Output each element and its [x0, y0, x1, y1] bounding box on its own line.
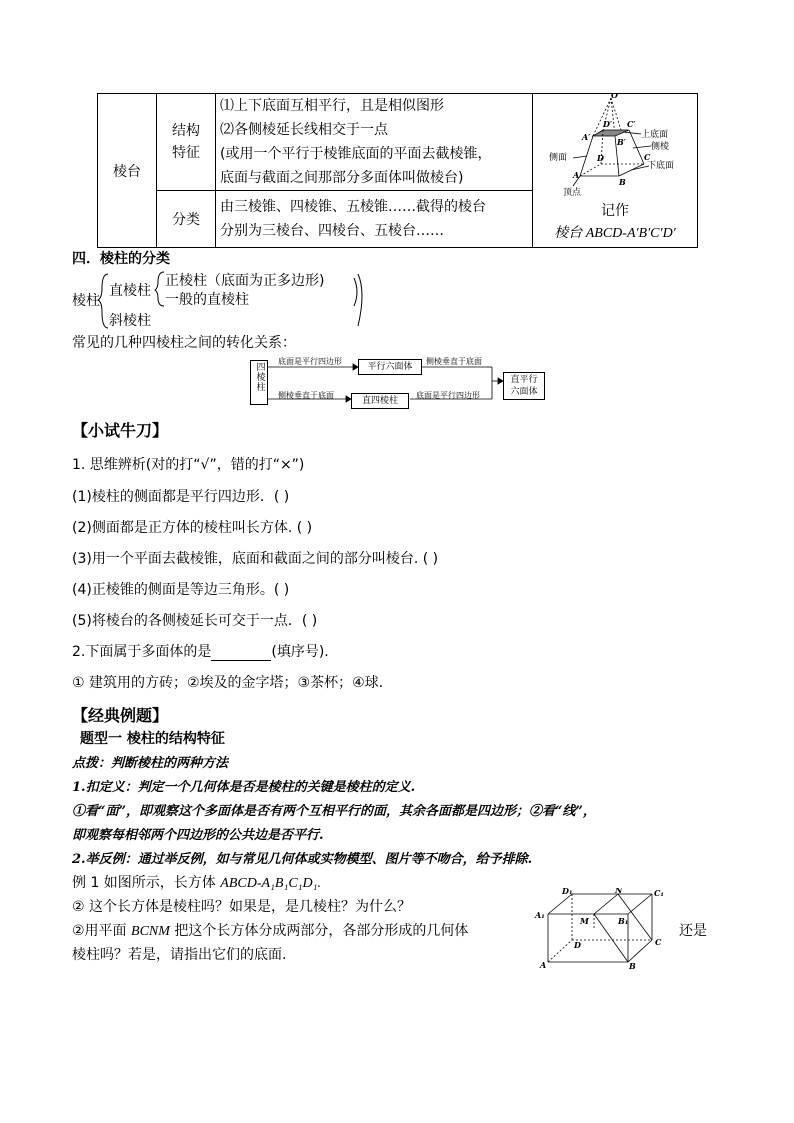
- quiz-item-4: (4)正棱锥的侧面是等边三角形。( ): [72, 582, 290, 598]
- label-vertex: 顶点: [563, 188, 582, 198]
- flow-label-perpendicular-edge: 侧棱垂直于底面: [426, 357, 482, 366]
- label-bottom-face: 下底面: [647, 161, 675, 171]
- cube-label-C: C: [655, 937, 662, 947]
- flow-box-right-quad-prism: 直四棱柱: [351, 393, 409, 409]
- label-top-face: 上底面: [641, 130, 669, 140]
- class-line: 由三棱锥、四棱锥、五棱锥……截得的棱台: [220, 199, 486, 215]
- quiz-q2: 2.下面属于多面体的是 (填序号).: [72, 644, 329, 660]
- conversion-flow: [250, 354, 546, 408]
- flow-label-parallelogram-base: 底面是平行四边形: [278, 357, 342, 366]
- feature-label: 结构 特征: [157, 94, 216, 191]
- frustum-table: [97, 93, 698, 248]
- label-C: C: [644, 152, 651, 162]
- tip: 点拨：判断棱柱的两种方法: [72, 756, 229, 771]
- type1-title: 题型一 棱柱的结构特征: [80, 731, 225, 747]
- label-Dp: D′: [603, 119, 613, 129]
- cube-label-B1: B₁: [618, 916, 629, 926]
- quiz-title: 【小试牛刀】: [72, 421, 169, 440]
- label-D: D: [597, 153, 604, 163]
- cube-label-D: D: [574, 940, 581, 950]
- general-straight-prism: 一般的直棱柱: [165, 292, 249, 308]
- quiz-item-2: (2)侧面都是正方体的棱柱叫长方体. ( ): [72, 520, 313, 536]
- label-A: A: [573, 170, 580, 180]
- frustum-figure-cell: [533, 94, 698, 248]
- regular-prism: 正棱柱（底面为正多边形): [165, 273, 325, 289]
- method-1-detail-1: ①看“面”，即观察这个多面体是否有两个互相平行的面，其余各面都是四边形；②看“线”，: [72, 804, 596, 819]
- feature-content: [216, 94, 533, 191]
- answer-blank[interactable]: [211, 646, 271, 661]
- feature-line: (或用一个平行于棱锥底面的平面去截棱锥，: [220, 146, 492, 162]
- examples-title: 【经典例题】: [72, 706, 169, 725]
- classification-root: 棱柱: [72, 293, 100, 309]
- flow-box-parallelepiped: 平行六面体: [358, 359, 422, 375]
- quiz-q2-options: ① 建筑用的方砖；②埃及的金字塔；③茶杯；④球.: [72, 675, 384, 691]
- quiz-item-1: (1)棱柱的侧面都是平行四边形．( ): [72, 489, 290, 505]
- quiz-q1: 1. 思维辨析(对的打“√”，错的打“×”): [72, 457, 305, 473]
- row-header-frustum: 棱台: [98, 94, 157, 248]
- frustum-diagram: [533, 94, 697, 202]
- cube-label-C1: C₁: [654, 888, 664, 898]
- label-O: O: [611, 94, 618, 100]
- relation-intro: 常见的几种四棱柱之间的转化关系：: [72, 335, 296, 351]
- cube-label-D1: D₁: [562, 888, 573, 896]
- cube-label-A: A: [540, 960, 547, 970]
- cube-label-N: N: [615, 888, 623, 895]
- label-Bp: B′: [617, 137, 626, 147]
- oblique-prism: 斜棱柱: [109, 313, 151, 329]
- label-side-edge: 侧棱: [651, 142, 670, 152]
- notation-line-1: 记作: [601, 203, 629, 219]
- example-1: 例 1 如图所示，长方体 ABCD-A₁B₁C₁D₁.: [72, 875, 321, 891]
- notation-line-2: 棱台 ABCD-A′B′C′D′: [554, 226, 676, 241]
- cube-label-M: M: [580, 916, 589, 926]
- feature-line: ⑴上下底面互相平行，且是相似图形: [220, 98, 444, 114]
- straight-prism: 直棱柱: [109, 283, 151, 299]
- flow-label-perpendicular-edge-2: 侧棱垂直于底面: [278, 391, 334, 400]
- example-1-q2-cont: 还是: [679, 923, 707, 939]
- cube-label-B: B: [629, 961, 636, 970]
- method-1-detail-2: 即观察每相邻两个四边形的公共边是否平行.: [72, 828, 324, 843]
- example-1-q2: ②用平面 BCNM 把这个长方体分成两部分，各部分形成的几何体: [72, 923, 469, 939]
- feature-line: ⑵各侧棱延长线相交于一点: [220, 122, 388, 138]
- method-2: 2.举反例：通过举反例，如与常见几何体或实物模型、图片等不吻合，给予排除.: [72, 852, 533, 867]
- label-B: B: [619, 177, 626, 187]
- cube-label-A1: A₁: [535, 910, 545, 920]
- feature-line: 底面与截面之间那部分多面体叫做棱台): [220, 170, 464, 186]
- label-Cp: C′: [627, 119, 636, 129]
- label-side-face: 侧面: [549, 153, 568, 163]
- example-1-q1: ② 这个长方体是棱柱吗？如果是，是几棱柱？为什么？: [72, 899, 411, 915]
- flow-box-quad-prism: 四棱柱: [250, 360, 268, 405]
- section-title: 四．棱柱的分类: [72, 251, 170, 267]
- quiz-item-3: (3)用一个平面去截棱锥，底面和截面之间的部分叫棱台. ( ): [72, 551, 439, 567]
- label-Ap: A′: [582, 132, 591, 142]
- class-line: 分别为三棱台、四棱台、五棱台……: [220, 223, 444, 239]
- flow-box-right-parallelepiped: 直平行六面体: [503, 372, 545, 400]
- class-label: 分类: [157, 191, 216, 248]
- flow-label-parallelogram-base-2: 底面是平行四边形: [416, 391, 480, 400]
- example-1-q2-end: 棱柱吗？若是，请指出它们的底面.: [72, 947, 287, 963]
- method-1: 1.扣定义：判定一个几何体是否是棱柱的关键是棱柱的定义.: [72, 780, 416, 795]
- class-content: [216, 191, 533, 248]
- cuboid-diagram: [532, 888, 670, 970]
- quiz-item-5: (5)将棱台的各侧棱延长可交于一点．( ): [72, 613, 318, 629]
